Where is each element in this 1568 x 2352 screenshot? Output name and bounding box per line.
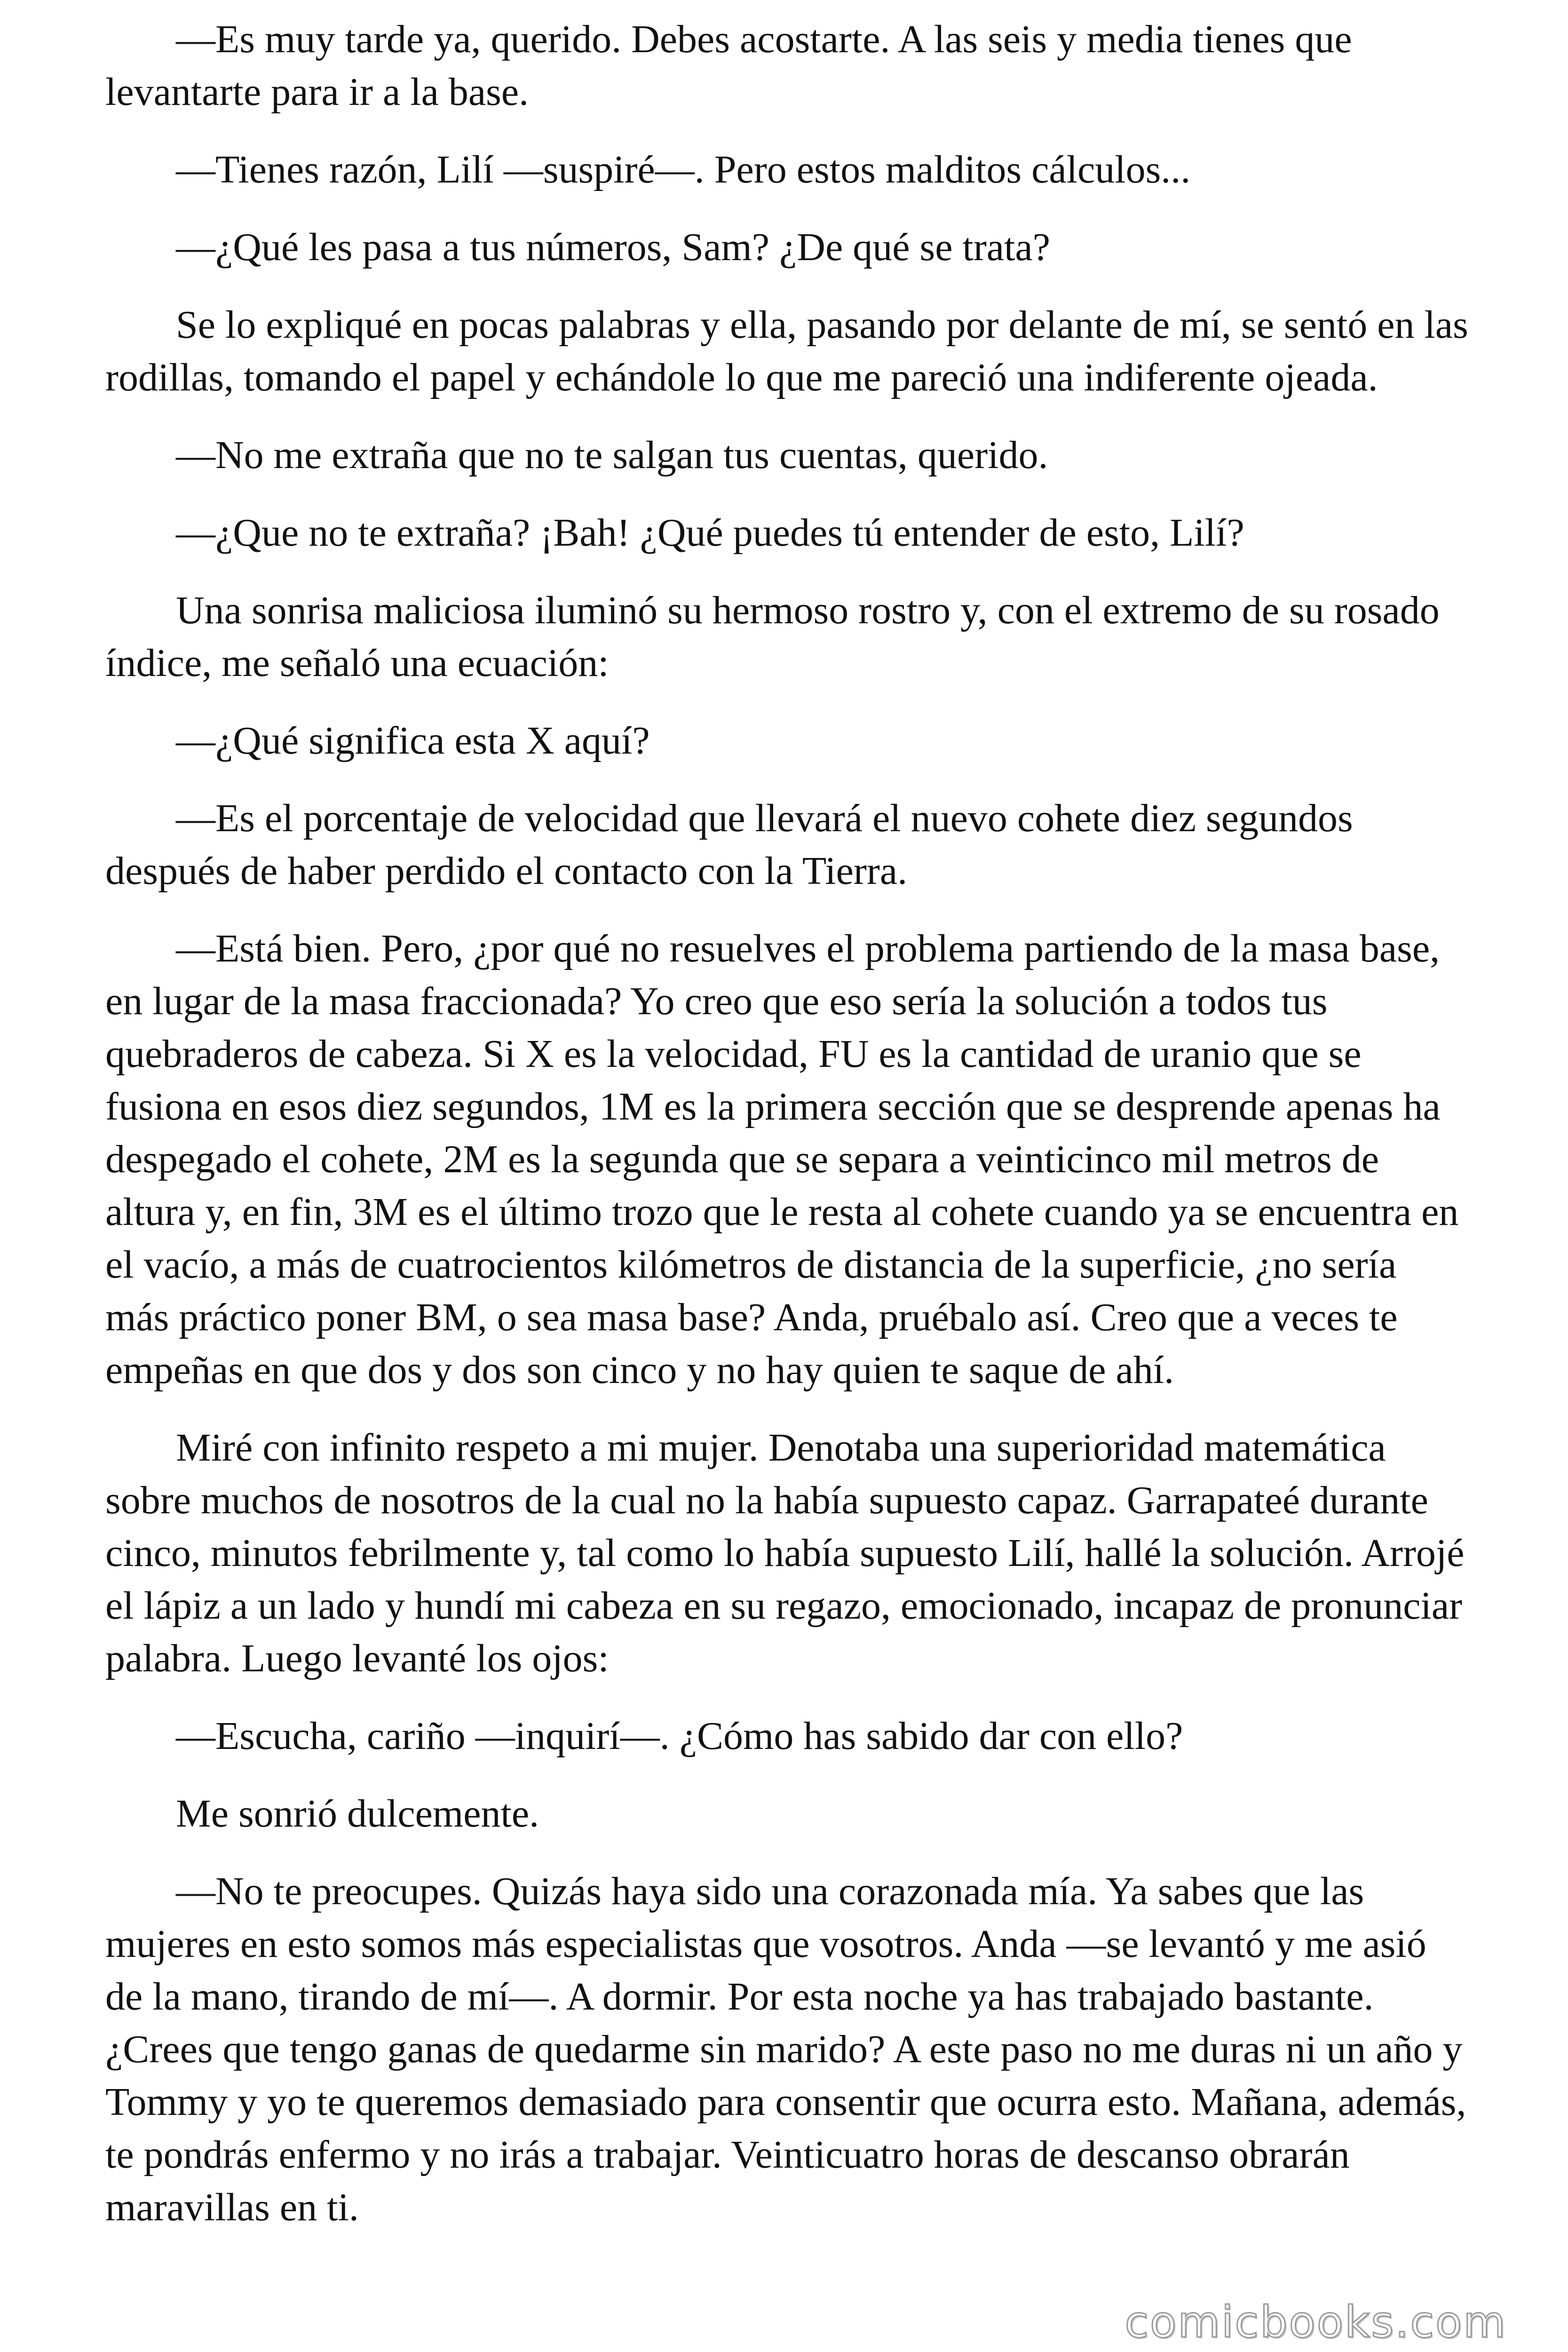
- paragraph: —Es el porcentaje de velocidad que llevará el nuevo cohete diez segundos después de haber perdido el contacto con la Tierra.: [105, 796, 1353, 893]
- paragraph: —Es muy tarde ya, querido. Debes acostarte. A las seis y media tienes que levantarte para ir a la base.: [105, 17, 1352, 114]
- paragraph: —Está bien. Pero, ¿por qué no resuelves el problema partiendo de la masa base, en lugar de la masa fraccionada? Yo creo que eso sería la solución a todos tus quebraderos de cabeza. Si X es la velocidad, FU es la cantidad de uranio que se fusiona en esos diez segundos, 1M es la primera sección que se desprende apenas ha despegado el cohete, 2M es la segunda que se separa a veinticinco mil metros de altura y, en fin, 3M es el último trozo que le resta al cohete cuando ya se encuentra en el vacío, a más de cuatrocientos kilómetros de distancia de la superficie, ¿no sería más práctico poner BM, o sea masa base? Anda, pruébalo así. Creo que a veces te empeñas en que dos y dos son cinco y no hay quien te saque de ahí.: [105, 927, 1459, 1392]
- paragraph: Miré con infinito respeto a mi mujer. Denotaba una superioridad matemática sobre muchos de nosotros de la cual no la había supuesto capaz. Garrapateé durante cinco, minutos febrilmente y, tal como lo había supuesto Lilí, hallé la solución. Arrojé el lápiz a un lado y hundí mi cabeza en su regazo, emocionado, incapaz de pronunciar palabra. Luego levanté los ojos:: [105, 1426, 1465, 1680]
- paragraph: Me sonrió dulcemente.: [176, 1792, 539, 1836]
- paragraph: —¿Qué les pasa a tus números, Sam? ¿De qué se trata?: [176, 225, 1050, 269]
- paragraph: —No me extraña que no te salgan tus cuentas, querido.: [176, 433, 1048, 477]
- paragraph: —Escucha, cariño —inquirí—. ¿Cómo has sabido dar con ello?: [176, 1714, 1183, 1758]
- paragraph: Una sonrisa maliciosa iluminó su hermoso rostro y, con el extremo de su rosado índice, me señaló una ecuación:: [105, 588, 1440, 685]
- paragraph: —¿Que no te extraña? ¡Bah! ¿Qué puedes tú entender de esto, Lilí?: [176, 511, 1244, 555]
- paragraph: —Tienes razón, Lilí —suspiré—. Pero estos malditos cálculos...: [176, 148, 1191, 191]
- body-text: [105, 13, 1469, 2259]
- paragraph: Se lo expliqué en pocas palabras y ella, pasando por delante de mí, se sentó en las rodillas, tomando el papel y echándole lo que me pareció una indiferente ojeada.: [105, 303, 1468, 399]
- paragraph: —¿Qué significa esta X aquí?: [176, 719, 650, 763]
- watermark: comicbooks.com: [1125, 2297, 1507, 2347]
- paragraph: —No te preocupes. Quizás haya sido una corazonada mía. Ya sabes que las mujeres en esto somos más especialistas que vosotros. Anda —se levantó y me asió de la mano, tirando de mí—. A dormir. Por esta noche ya has trabajado bastante. ¿Crees que tengo ganas de quedarme sin marido? A este paso no me duras ni un año y Tommy y yo te queremos demasiado para consentir que ocurra esto. Mañana, además, te pondrás enfermo y no irás a trabajar. Veinticuatro horas de descanso obrarán maravillas en ti.: [105, 1869, 1466, 2229]
